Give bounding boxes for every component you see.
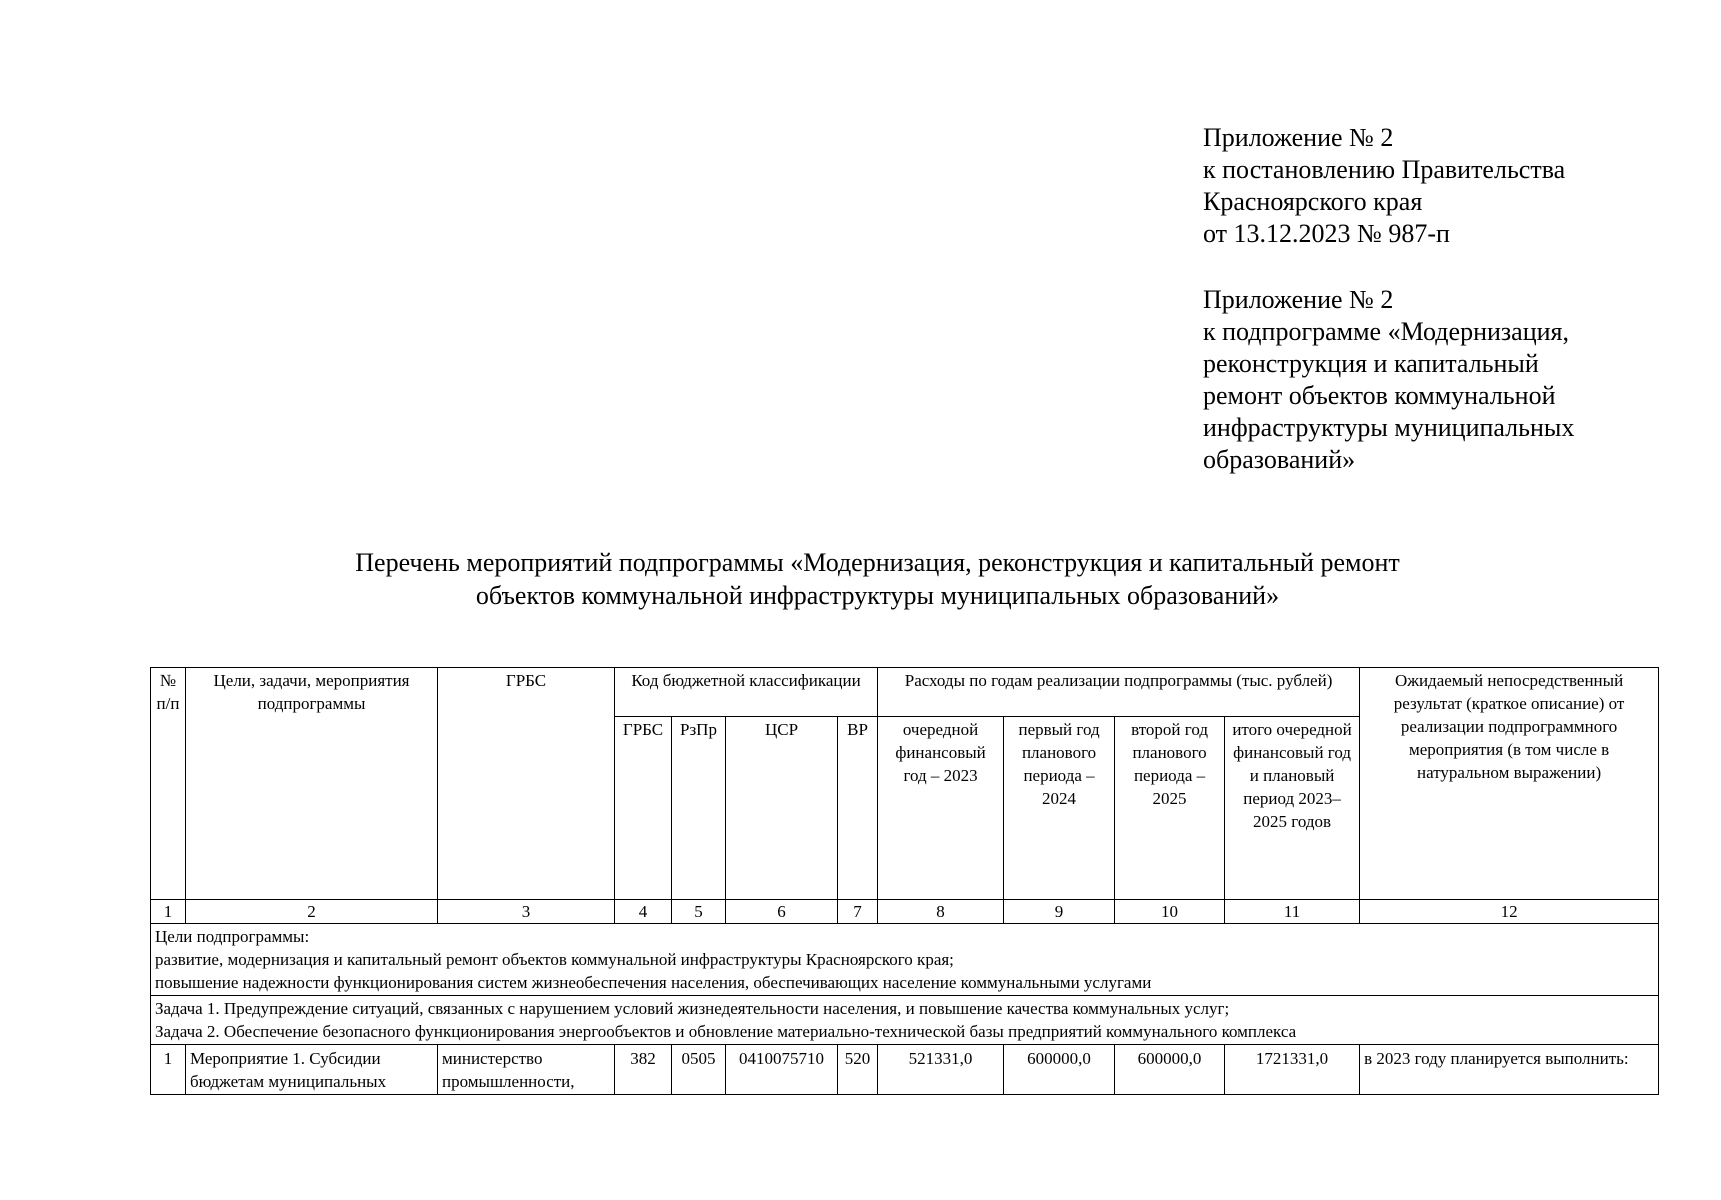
table-row [151, 1045, 1659, 1095]
appendix-decree-reference [1203, 122, 1643, 250]
row-2025: 600000,0 [1115, 1045, 1225, 1095]
row-measure: Мероприятие 1. Субсидии бюджетам муниципальных [186, 1045, 438, 1095]
row-vr: 520 [838, 1045, 878, 1095]
header-year-2024: первый год планового периода – 2024 [1004, 717, 1115, 900]
goals-row [151, 924, 1659, 996]
appendix-line: к постановлению Правительства [1203, 155, 1566, 184]
column-number: 2 [186, 900, 438, 924]
row-total: 1721331,0 [1225, 1045, 1360, 1095]
header-expenses: Расходы по годам реализации подпрограммы (тыс. рублей) [878, 668, 1360, 717]
row-rzpr: 0505 [672, 1045, 726, 1095]
tasks-row [151, 996, 1659, 1045]
appendix-line: реконструкция и капитальный [1203, 349, 1539, 378]
title-line-2: объектов коммунальной инфраструктуры муниципальных образований» [475, 581, 1280, 610]
column-number: 1 [151, 900, 186, 924]
row-num: 1 [151, 1045, 186, 1095]
header-code-grbs: ГРБС [615, 717, 672, 900]
tasks-cell [151, 996, 1659, 1045]
column-number: 7 [838, 900, 878, 924]
column-number: 3 [438, 900, 615, 924]
title-line-1: Перечень мероприятий подпрограммы «Модернизация, реконструкция и капитальный ремонт [355, 548, 1400, 577]
goals-line: развитие, модернизация и капитальный ремонт объектов коммунальной инфраструктуры Красноярского края; [155, 950, 954, 969]
column-number: 8 [878, 900, 1004, 924]
row-2024: 600000,0 [1004, 1045, 1115, 1095]
goals-line: повышение надежности функционирования систем жизнеобеспечения населения, обеспечивающих население коммунальными услугами [155, 973, 1152, 992]
appendix-line: к подпрограмме «Модернизация, [1203, 317, 1570, 346]
appendix-line: образований» [1203, 445, 1356, 474]
header-code-vr: ВР [838, 717, 878, 900]
document-title [0, 546, 1721, 612]
task-line: Задача 2. Обеспечение безопасного функционирования энергообъектов и обновление материально-технической базы предприятий коммунального комплекса [155, 1022, 1297, 1041]
column-number: 4 [615, 900, 672, 924]
row-csr: 0410075710 [726, 1045, 838, 1095]
appendix-line: инфраструктуры муниципальных [1203, 413, 1575, 442]
column-number: 11 [1225, 900, 1360, 924]
measures-table [150, 667, 1659, 1095]
column-number-row [151, 900, 1659, 924]
header-code-csr: ЦСР [726, 717, 838, 900]
appendix-line: от 13.12.2023 № 987-п [1203, 219, 1450, 248]
header-year-2023: очередной финансовый год – 2023 [878, 717, 1004, 900]
row-grbs-name: министерство промышленности, [438, 1045, 615, 1095]
header-grbs: ГРБС [438, 668, 615, 900]
task-line: Задача 1. Предупреждение ситуаций, связанных с нарушением условий жизнедеятельности населения, и повышение качества коммунальных услуг; [155, 999, 1230, 1018]
goals-cell [151, 924, 1659, 996]
header-year-2025: второй год планового периода – 2025 [1115, 717, 1225, 900]
appendix-line: Красноярского края [1203, 187, 1423, 216]
appendix-line: ремонт объектов коммунальной [1203, 381, 1556, 410]
column-number: 6 [726, 900, 838, 924]
header-num: № п/п [151, 668, 186, 900]
column-number: 9 [1004, 900, 1115, 924]
appendix-line: Приложение № 2 [1203, 285, 1394, 314]
header-code-rzpr: РзПр [672, 717, 726, 900]
table-header-row [151, 668, 1659, 717]
goals-line: Цели подпрограммы: [155, 927, 310, 946]
header-goals: Цели, задачи, мероприятия подпрограммы [186, 668, 438, 900]
header-result: Ожидаемый непосредственный результат (краткое описание) от реализации подпрограммного мероприятия (в том числе в натуральном выражении) [1360, 668, 1659, 900]
appendix-subprogram-reference [1203, 284, 1643, 476]
appendix-line: Приложение № 2 [1203, 123, 1394, 152]
column-number: 12 [1360, 900, 1659, 924]
row-result: в 2023 году планируется выполнить: [1360, 1045, 1659, 1095]
row-grbs-code: 382 [615, 1045, 672, 1095]
header-year-total: итого очередной финансовый год и плановый период 2023–2025 годов [1225, 717, 1360, 900]
row-2023: 521331,0 [878, 1045, 1004, 1095]
column-number: 10 [1115, 900, 1225, 924]
header-budget-code: Код бюджетной классификации [615, 668, 878, 717]
column-number: 5 [672, 900, 726, 924]
